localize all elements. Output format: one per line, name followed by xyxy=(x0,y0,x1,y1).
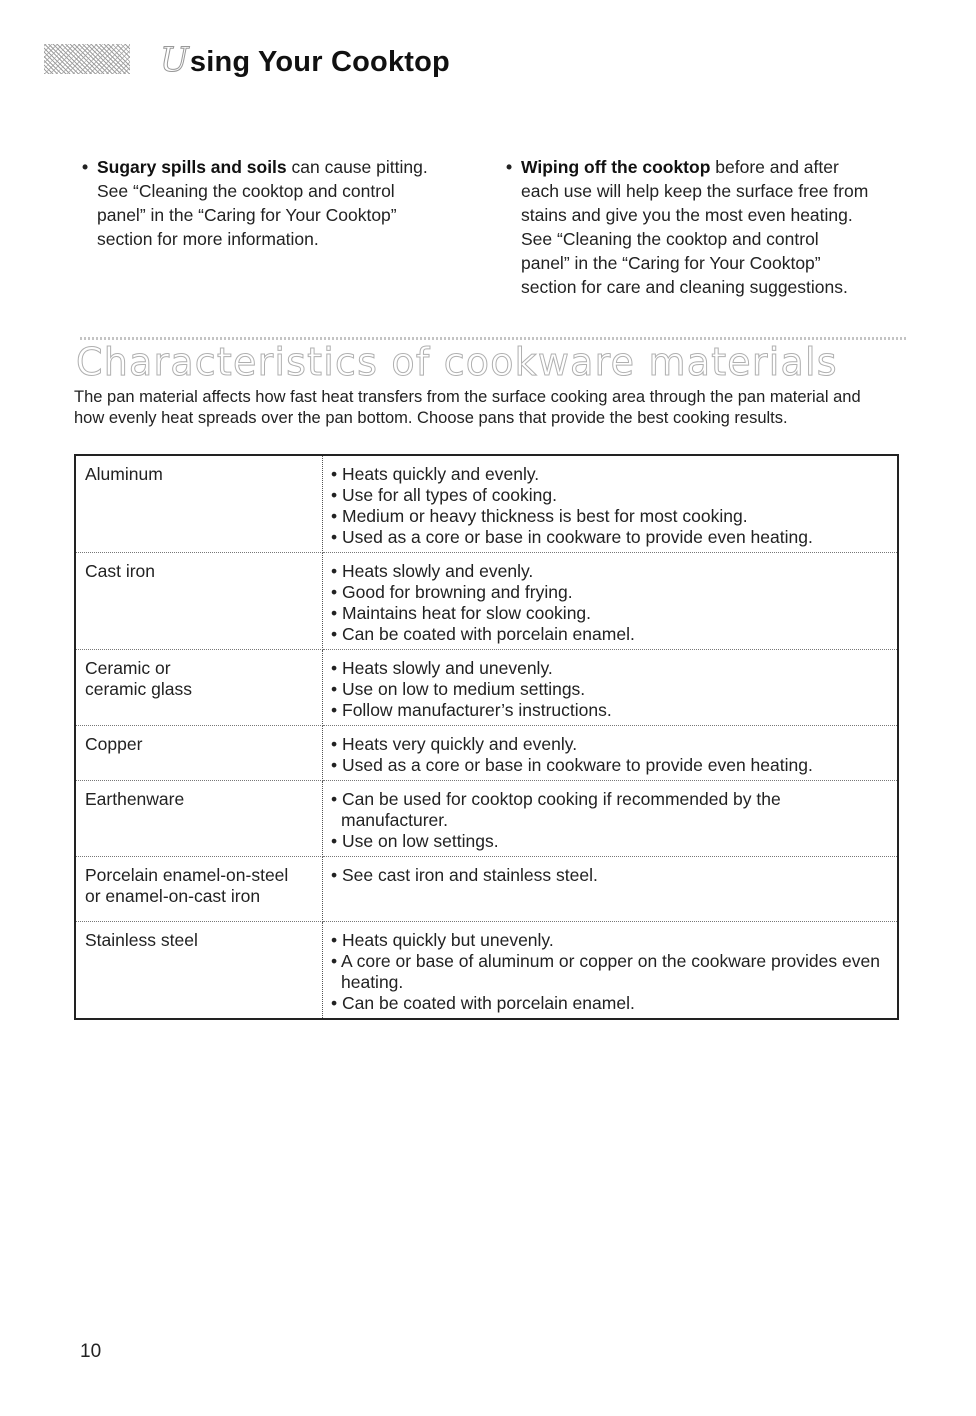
property-item: • Used as a core or base in cookware to provide even heating. xyxy=(331,527,889,548)
property-item: • Follow manufacturer’s instructions. xyxy=(331,700,889,721)
property-item: • Heats slowly and evenly. xyxy=(331,561,889,582)
section-title: Characteristics of cookware materials xyxy=(76,340,838,384)
material-name-line: ceramic glass xyxy=(85,679,192,699)
tip-wiping-off xyxy=(506,155,916,299)
property-item: • Use on low to medium settings. xyxy=(331,679,889,700)
material-properties xyxy=(323,922,899,1020)
tip-text: can cause pitting. xyxy=(286,157,428,177)
table-row xyxy=(75,553,898,650)
material-name xyxy=(75,857,323,922)
material-properties xyxy=(323,455,899,553)
material-name-line: or enamel-on-cast iron xyxy=(85,886,261,906)
material-name: Stainless steel xyxy=(75,922,323,1020)
material-properties xyxy=(323,857,899,922)
property-item: • Heats very quickly and evenly. xyxy=(331,734,889,755)
decorative-initial: U xyxy=(160,40,189,80)
table-row xyxy=(75,650,898,726)
property-item: • Can be coated with porcelain enamel. xyxy=(331,624,889,645)
property-item: • Can be used for cooktop cooking if recommended by the manufacturer. xyxy=(331,789,889,831)
table-row xyxy=(75,781,898,857)
material-properties xyxy=(323,726,899,781)
material-name: Cast iron xyxy=(75,553,323,650)
table-row xyxy=(75,857,898,922)
cookware-materials-table xyxy=(74,454,899,1020)
property-item: • A core or base of aluminum or copper on the cookware provides even heating. xyxy=(331,951,889,993)
section-intro: The pan material affects how fast heat transfers from the surface cooking area through the pan material and how evenly heat spreads over the pan bottom. Choose pans that provide the best cooking results. xyxy=(74,388,861,427)
material-name-line: Porcelain enamel-on-steel xyxy=(85,865,289,885)
material-properties xyxy=(323,781,899,857)
tip-text: each use will help keep the surface free from xyxy=(521,181,869,201)
table-row xyxy=(75,726,898,781)
bullet-icon: • xyxy=(82,157,89,177)
tip-text: panel” in the “Caring for Your Cooktop” xyxy=(521,253,821,273)
tip-text: stains and give you the most even heating. xyxy=(521,205,853,225)
tip-text: before and after xyxy=(710,157,839,177)
tip-text: See “Cleaning the cooktop and control xyxy=(521,229,819,249)
property-item: • See cast iron and stainless steel. xyxy=(331,865,889,886)
material-name xyxy=(75,650,323,726)
property-item: • Use on low settings. xyxy=(331,831,889,852)
material-properties xyxy=(323,650,899,726)
property-item: • Use for all types of cooking. xyxy=(331,485,889,506)
page-title xyxy=(160,40,450,80)
material-name: Copper xyxy=(75,726,323,781)
material-name-line: Ceramic or xyxy=(85,658,171,678)
property-item: • Heats quickly and evenly. xyxy=(331,464,889,485)
property-item: • Maintains heat for slow cooking. xyxy=(331,603,889,624)
decorative-pattern-icon xyxy=(44,44,130,74)
property-item: • Good for browning and frying. xyxy=(331,582,889,603)
table-row xyxy=(75,922,898,1020)
property-item: • Heats quickly but unevenly. xyxy=(331,930,889,951)
page-number: 10 xyxy=(80,1341,102,1362)
material-name: Aluminum xyxy=(75,455,323,553)
tip-sugary-spills xyxy=(82,155,482,251)
property-item: • Medium or heavy thickness is best for most cooking. xyxy=(331,506,889,527)
material-name: Earthenware xyxy=(75,781,323,857)
tip-heading: Wiping off the cooktop xyxy=(521,157,711,177)
bullet-icon: • xyxy=(506,157,513,177)
tip-text: See “Cleaning the cooktop and control xyxy=(97,181,395,201)
property-item: • Can be coated with porcelain enamel. xyxy=(331,993,889,1014)
material-properties xyxy=(323,553,899,650)
page-title-text: sing Your Cooktop xyxy=(189,46,450,78)
property-item: • Heats slowly and unevenly. xyxy=(331,658,889,679)
tip-text: section for more information. xyxy=(97,229,319,249)
tip-text: panel” in the “Caring for Your Cooktop” xyxy=(97,205,397,225)
table-row xyxy=(75,455,898,553)
property-item: • Used as a core or base in cookware to provide even heating. xyxy=(331,755,889,776)
tip-heading: Sugary spills and soils xyxy=(97,157,287,177)
tip-text: section for care and cleaning suggestions. xyxy=(521,277,848,297)
